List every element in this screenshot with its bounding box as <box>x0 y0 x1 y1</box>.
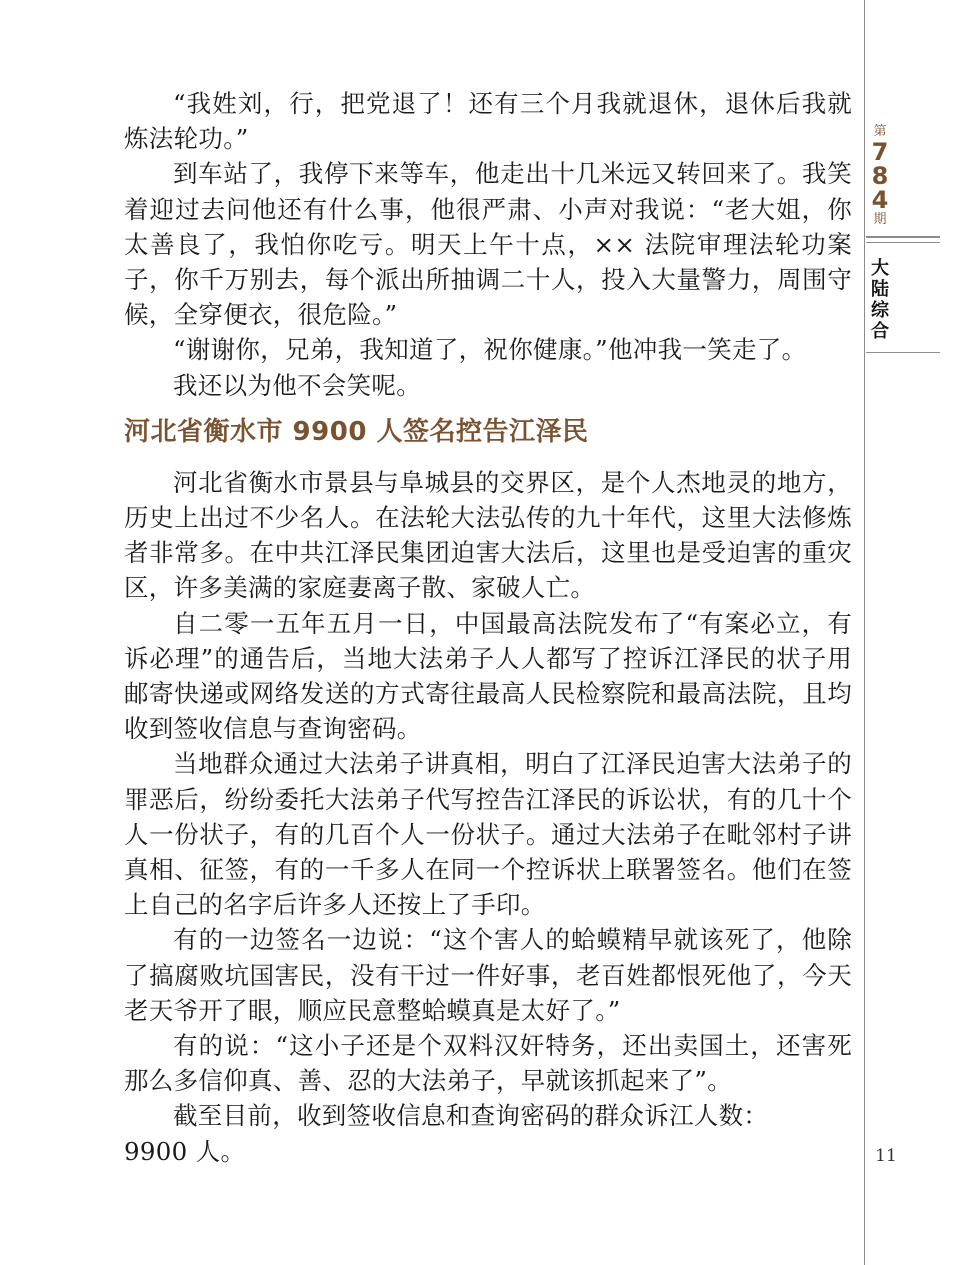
issue-digit: 8 <box>871 162 889 190</box>
issue-suffix: 期 <box>873 212 887 227</box>
paragraph: “我姓刘，行，把党退了！还有三个月我就退休，退休后我就炼法轮功。” <box>124 89 852 154</box>
margin-divider <box>864 0 865 1265</box>
paragraph: 有的一边签名一边说：“这个害人的蛤蟆精早就该死了，他除了搞腐败坑国害民，没有干过一件好事，老百姓都恨死他了，今天老天爷开了眼，顺应民意整蛤蟆真是太好了。” <box>124 925 852 1025</box>
paragraph: 河北省衡水市景县与阜城县的交界区，是个人杰地灵的地方，历史上出过不少名人。在法轮大法弘传的九十年代，这里大法修炼者非常多。在中共江泽民集团迫害大法后，这里也是受迫害的重灾区，许多美满的家庭妻离子散、家破人亡。 <box>124 467 852 603</box>
issue-digit: 7 <box>871 138 889 166</box>
article-heading: 河北省衡水市 9900 人签名控告江泽民 <box>124 416 589 447</box>
issue-label <box>866 124 894 228</box>
section-label <box>866 258 894 342</box>
section-char: 陆 <box>871 279 889 300</box>
section-char: 综 <box>871 300 889 321</box>
paragraph-continuation: 9900 人。 <box>124 1136 246 1166</box>
paragraph: 截至目前，收到签收信息和查询密码的群众诉江人数： <box>173 1101 769 1131</box>
paragraph: 到车站了，我停下来等车，他走出十几米远又转回来了。我笑着迎过去问他还有什么事，他很严肃、小声对我说：“老大姐，你太善良了，我怕你吃亏。明天上午十点，×× 法院审理法轮功案子，你千万别去，每个派出所抽调二十人，投入大量警力，周围守候，全穿便衣，很危险。” <box>124 159 852 330</box>
paragraph: 我还以为他不会笑呢。 <box>173 370 421 400</box>
issue-digit: 4 <box>871 186 889 214</box>
paragraph: 有的说：“这小子还是个双料汉奸特务，还出卖国土，还害死那么多信仰真、善、忍的大法弟子，早就该抓起来了”。 <box>124 1031 852 1096</box>
section-char: 大 <box>871 258 889 279</box>
section-char: 合 <box>871 321 889 342</box>
section-divider <box>866 242 940 243</box>
issue-prefix: 第 <box>873 124 887 139</box>
article-body <box>124 86 852 1169</box>
section-divider <box>866 352 940 353</box>
section-divider <box>866 236 940 238</box>
paragraph: “谢谢你，兄弟，我知道了，祝你健康。”他冲我一笑走了。 <box>173 335 807 365</box>
paragraph: 当地群众通过大法弟子讲真相，明白了江泽民迫害大法弟子的罪恶后，纷纷委托大法弟子代写控告江泽民的诉讼状，有的几十个人一份状子，有的几百个人一份状子。通过大法弟子在毗邻村子讲真相、征签，有的一千多人在同一个控诉状上联署签名。他们在签上自己的名字后许多人还按上了手印。 <box>124 749 852 920</box>
paragraph: 自二零一五年五月一日，中国最高法院发布了“有案必立，有诉必理”的通告后，当地大法弟子人人都写了控诉江泽民的状子用邮寄快递或网络发送的方式寄往最高人民检察院和最高法院，且均收到签收信息与查询密码。 <box>124 608 852 744</box>
page-number: 11 <box>875 1146 897 1166</box>
